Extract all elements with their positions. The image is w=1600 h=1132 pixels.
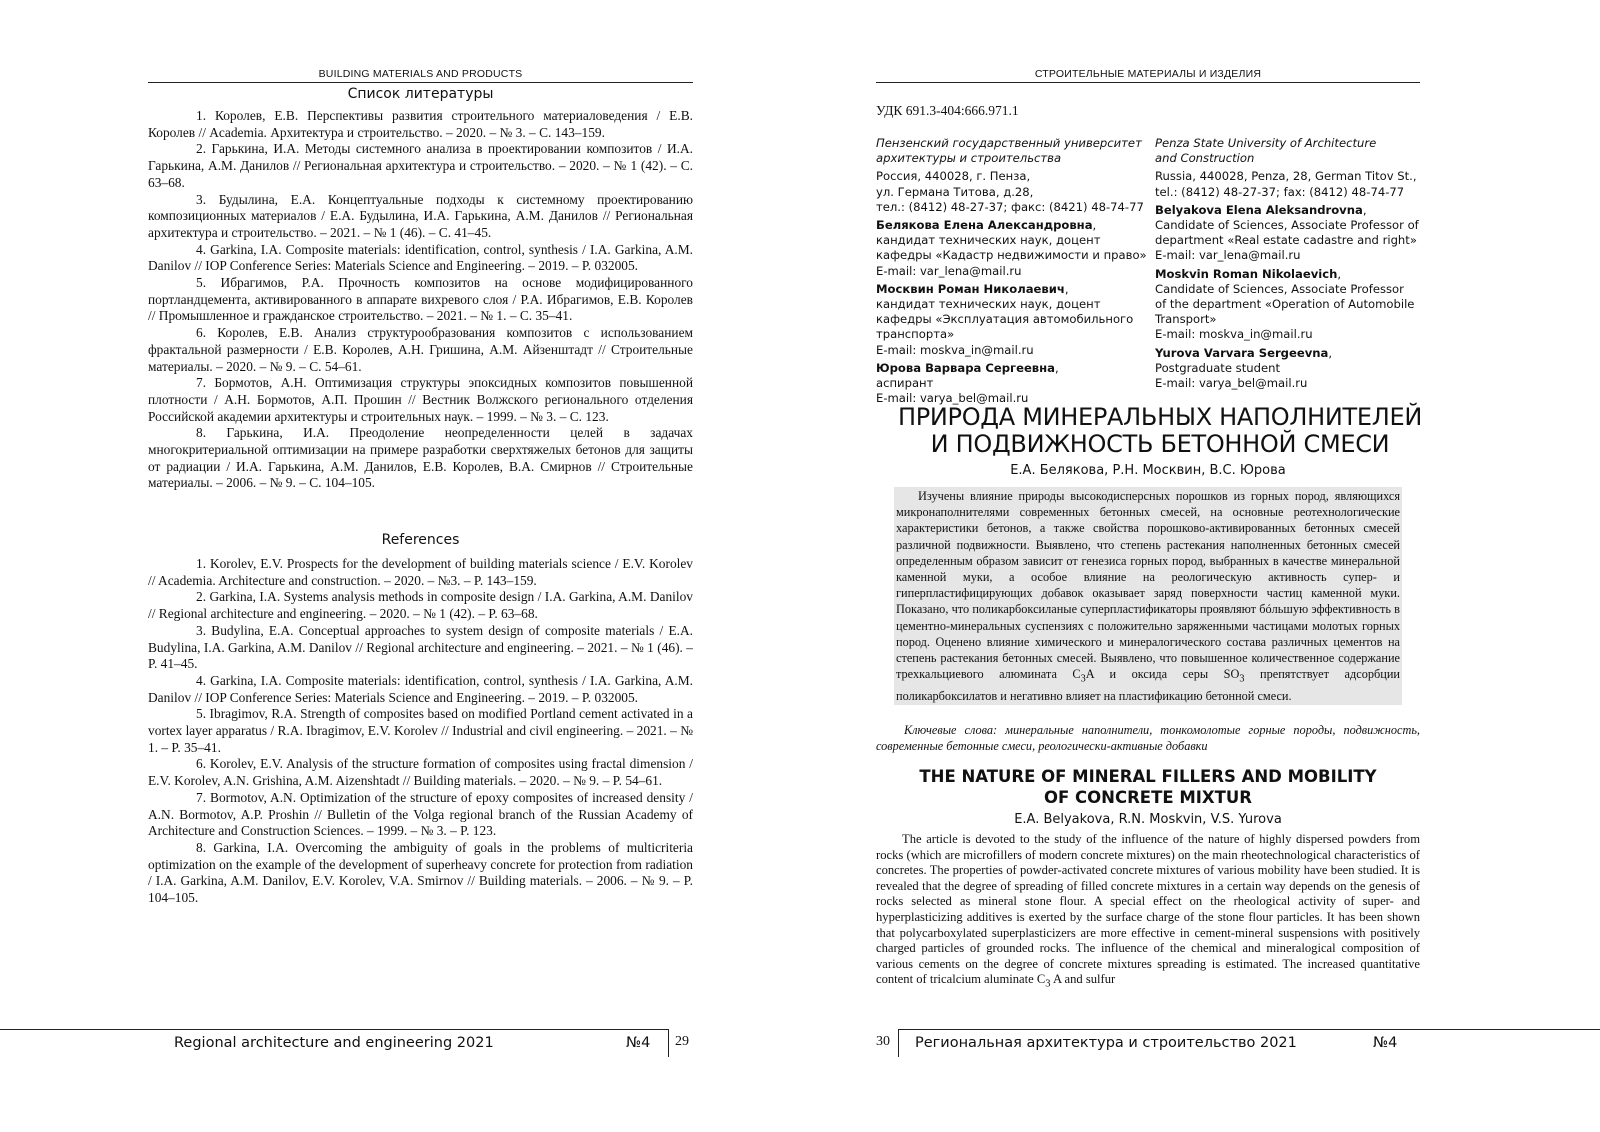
author-detail: Candidate of Sciences, Associate Professor of	[1155, 218, 1419, 233]
ru-abstract	[894, 487, 1402, 705]
keywords	[876, 722, 1420, 754]
reference-item: 6. Королев, Е.В. Анализ структурообразования композитов с использованием фрактальной размерности / Е.В. Королев, А.Н. Гришина, А.М. Айзенштадт // Строительные материалы. – 2020. – № 9. – С. 54–61.	[148, 325, 693, 374]
footer-issue: №4	[1373, 1035, 1398, 1051]
footer-issue: №4	[626, 1035, 651, 1051]
ru-article-authors: Е.А. Белякова, Р.Н. Москвин, В.С. Юрова	[1010, 463, 1286, 478]
author-detail: транспорта»	[876, 327, 955, 342]
author-detail: кандидат технических наук, доцент	[876, 297, 1101, 312]
ru-abstract-subscript-1: 3	[1080, 673, 1086, 685]
page-number-rule	[898, 1029, 899, 1057]
reference-item: 5. Ibragimov, R.A. Strength of composites based on modified Portland cement activated in a vortex layer apparatus / R.A. Ibragimov, E.V. Korolev // Industrial and civil engineering. – 2021. – № 1. – P. 35–41.	[148, 706, 693, 755]
reference-item: 1. Korolev, E.V. Prospects for the development of building materials science / E.V. Korolev // Academia. Architecture and construction. – 2020. – №3. – P. 143–159.	[148, 556, 693, 588]
author-name: Moskvin Roman Nikolaevich	[1155, 266, 1338, 281]
author-name-line: Belyakova Elena Aleksandrovna,	[1155, 202, 1367, 217]
en-title-line-2: OF CONCRETE MIXTUR	[1044, 788, 1252, 807]
author-detail: кафедры «Кадастр недвижимости и право»	[876, 248, 1147, 263]
en-article-title	[876, 766, 1420, 808]
reference-item: 1. Королев, Е.В. Перспективы развития строительного материаловедения / Е.В. Королев // Academia. Архитектура и строительство. – 2020. – № 3. – С. 143–159.	[148, 108, 693, 140]
author-detail: E-mail: var_lena@mail.ru	[876, 263, 1022, 278]
reference-item: 5. Ибрагимов, Р.А. Прочность композитов на основе модифицированного портландцемента, активированного в аппарате вихревого слоя / Р.А. Ибрагимов, Е.В. Королев // Промышленное и гражданское строительство. – 2021. – № 1. – С. 35–41.	[148, 275, 693, 324]
page-number: 29	[675, 1034, 689, 1049]
address-line: тел.: (8412) 48-27-37; факс: (8421) 48-74-77	[876, 199, 1144, 214]
reference-item: 3. Будылина, Е.А. Концептуальные подходы к системному проектированию композиционных материалов / Е.А. Будылина, И.А. Гарькина, А.М. Данилов // Региональная архитектура и строительство. – 2021. – № 1 (46). – С. 41–45.	[148, 191, 693, 240]
en-references-list	[148, 556, 693, 907]
running-head: СТРОИТЕЛЬНЫЕ МАТЕРИАЛЫ И ИЗДЕЛИЯ	[876, 68, 1420, 83]
author-name-line: Белякова Елена Александровна,	[876, 218, 1097, 233]
author-name: Белякова Елена Александровна	[876, 218, 1093, 233]
author-detail: E-mail: moskva_in@mail.ru	[1155, 327, 1313, 342]
ru-abstract-subscript-2: 3	[1239, 673, 1245, 685]
author-detail: E-mail: moskva_in@mail.ru	[876, 342, 1034, 357]
running-head: BUILDING MATERIALS AND PRODUCTS	[148, 68, 693, 83]
author-detail: аспирант	[876, 376, 934, 391]
reference-item: 2. Garkina, I.A. Systems analysis methods in composite design / I.A. Garkina, A.M. Danilov // Regional architecture and engineering. – 2020. – № 1 (42). – P. 63–68.	[148, 589, 693, 622]
reference-item: 4. Garkina, I.A. Composite materials: identification, control, synthesis / I.A. Garkina, A.M. Danilov // IOP Conference Series: Materials Science and Engineering. – 2019. – P. 032005.	[148, 241, 693, 274]
author-detail: Candidate of Sciences, Associate Professor	[1155, 281, 1404, 296]
en-author-info	[1155, 136, 1425, 391]
author-detail: кафедры «Эксплуатация автомобильного	[876, 312, 1134, 327]
footer-journal: Regional architecture and engineering 2021	[174, 1035, 494, 1051]
author-detail: of the department «Operation of Automobile	[1155, 297, 1415, 312]
institution-line: and Construction	[1155, 151, 1255, 166]
right-page	[800, 0, 1600, 1132]
ru-abstract-text-2: A и оксида серы SO	[1085, 667, 1240, 682]
author-detail: Transport»	[1155, 312, 1217, 327]
reference-item: 8. Garkina, I.A. Overcoming the ambiguity of goals in the problems of multicriteria optimization on the example of the development of superheavy concrete for protection from radiation / I.A. Garkina, A.M. Danilov, E.V. Korolev, V.A. Smirnov // Building materials. – 2006. – № 9. – P. 104–105.	[148, 839, 693, 906]
reference-item: 6. Korolev, E.V. Analysis of the structure formation of composites using fractal dimension / E.V. Korolev, A.N. Grishina, A.M. Aizenshtadt // Building materials. – 2020. – № 9. – P. 54–61.	[148, 756, 693, 789]
en-abstract-subscript: 3	[1045, 978, 1051, 990]
institution-line: Пензенский государственный университет	[876, 136, 1142, 150]
address-line: Россия, 440028, г. Пенза,	[876, 169, 1031, 184]
ru-author-info	[876, 136, 1148, 406]
en-abstract-text-2: A and sulfur	[1052, 972, 1116, 987]
en-abstract	[876, 832, 1420, 992]
author-name: Yurova Varvara Sergeevna	[1155, 345, 1329, 360]
author-name-line: Moskvin Roman Nikolaevich,	[1155, 266, 1342, 281]
author-detail: E-mail: varya_bel@mail.ru	[1155, 376, 1308, 391]
ru-title-line-2: И ПОДВИЖНОСТЬ БЕТОННОЙ СМЕСИ	[930, 430, 1390, 458]
institution-line: Penza State University of Architecture	[1155, 136, 1377, 150]
author-name-line: Москвин Роман Николаевич,	[876, 281, 1069, 296]
author-detail: department «Real estate cadastre and right»	[1155, 233, 1417, 248]
footer-rule	[0, 1029, 668, 1030]
author-detail: E-mail: var_lena@mail.ru	[1155, 248, 1301, 263]
en-title-line-1: THE NATURE OF MINERAL FILLERS AND MOBILITY	[919, 767, 1377, 786]
ru-references-title: Список литературы	[347, 86, 494, 102]
institution-line: архитектуры и строительства	[876, 151, 1062, 166]
reference-item: 3. Budylina, E.A. Conceptual approaches to system design of composite materials / E.A. Budylina, I.A. Garkina, A.M. Danilov // Regional architecture and engineering. – 2021. – № 1 (46). – P. 41–45.	[148, 622, 693, 672]
author-detail: Postgraduate student	[1155, 360, 1280, 375]
author-name: Юрова Варвара Сергеевна	[876, 360, 1055, 375]
address-line: ул. Германа Титова, д.28,	[876, 184, 1034, 199]
en-abstract-text-1: The article is devoted to the study of the influence of the nature of highly dispersed powders from rocks (which are microfillers of modern concrete mixtures) on the main rheotechnological characteristics of concretes. The properties of powder-activated concrete mixtures of various mobility have been studied. It is revealed that the degree of spreading of filled concrete mixtures in a certain way depends on the genesis of rocks selected as mineral stone flour. A special effect on the rheological activity of super- and hyperplasticizing additives is exerted by the surface charge of the stone flour particles. It has been shown that polycarboxylated superplasticizers are more effective in cement-mineral suspensions with positively charged particles of grounded rocks. The influence of the chemical and mineralogical composition of various cements on the degree of concrete mixtures spreading is estimated. The increased quantitative content of tricalcium aluminate C	[876, 832, 1420, 987]
page-number: 30	[876, 1034, 890, 1049]
footer-rule	[898, 1029, 1600, 1030]
ru-abstract-text-3: препятствует адсорбции поликарбоксилатов и негативно влияет на пластификацию бетонной смеси.	[896, 667, 1400, 703]
author-name-line: Yurova Varvara Sergeevna,	[1155, 345, 1333, 360]
reference-item: 4. Garkina, I.A. Composite materials: identification, control, synthesis / I.A. Garkina, A.M. Danilov // IOP Conference Series: Materials Science and Engineering. – 2019. – P. 032005.	[148, 672, 693, 705]
footer-journal: Региональная архитектура и строительство 2021	[915, 1035, 1297, 1051]
keywords-text: Ключевые слова: минеральные наполнители, тонкомолотые горные породы, подвижность, современные бетонные смеси, реологически-активные добавки	[876, 723, 1420, 754]
author-detail: кандидат технических наук, доцент	[876, 233, 1101, 248]
ru-abstract-text-1: Изучены влияние природы высокодисперсных порошков из горных пород, являющихся микронаполнителями современных бетонных смесей, на основные реотехнологические характеристики бетонов, а также свойства порошково-активированных бетонных смесей различной подвижности. Выявлено, что степень растекания наполненных бетонных смесей определенным образом зависит от генезиса горных пород, выбранных в качестве минеральной каменной муки, а особое влияние на реологическую активность супер- и гиперпластифицирующих добавок оказывает заряд поверхности частиц каменной муки. Показано, что поликарбоксиланые суперпластификаторы проявляют бóльшую эффективность в цементно-минеральных суспензиях с положительно заряженными частицами молотых горных пород. Оценено влияние химического и минералогического состава различных цементов на степень растекания бетонных смесей. Выявлено, что повышенное количественное содержание трехкальциевого алюмината C	[896, 489, 1400, 682]
author-name: Belyakova Elena Aleksandrovna	[1155, 202, 1363, 217]
author-detail: E-mail: varya_bel@mail.ru	[876, 391, 1029, 406]
address-line: tel.: (8412) 48-27-37; fax: (8412) 48-74-77	[1155, 184, 1405, 199]
udk-code: УДК 691.3-404:666.971.1	[876, 103, 1019, 118]
page-number-rule	[668, 1029, 669, 1057]
ru-references-list	[148, 108, 693, 492]
en-article-authors: E.A. Belyakova, R.N. Moskvin, V.S. Yurova	[1014, 812, 1282, 827]
address-line: Russia, 440028, Penza, 28, German Titov St.,	[1155, 169, 1417, 184]
ru-title-line-1: ПРИРОДА МИНЕРАЛЬНЫХ НАПОЛНИТЕЛЕЙ	[897, 403, 1423, 431]
author-name: Москвин Роман Николаевич	[876, 281, 1065, 296]
reference-item: 7. Бормотов, А.Н. Оптимизация структуры эпоксидных композитов повышенной плотности / А.Н. Бормотов, А.П. Прошин // Вестник Волжского регионального отделения Российской академии архитектуры и строительных наук. – 1999. – № 3. – С. 123.	[148, 375, 693, 424]
reference-item: 2. Гарькина, И.А. Методы системного анализа в проектировании композитов / И.А. Гарькина, А.М. Данилов // Региональная архитектура и строительство. – 2020. – № 1 (42). – С. 63–68.	[148, 141, 693, 190]
author-name-line: Юрова Варвара Сергеевна,	[876, 360, 1059, 375]
en-references-title: References	[381, 532, 460, 548]
reference-item: 7. Bormotov, A.N. Optimization of the structure of epoxy composites of increased density / A.N. Bormotov, A.P. Proshin // Bulletin of the Volga regional branch of the Russian Academy of Architecture and Construction Sciences. – 1999. – № 3. – P. 123.	[148, 789, 693, 839]
reference-item: 8. Гарькина, И.А. Преодоление неопределенности целей в задачах многокритериальной оптимизации на примере разработки сверхтяжелых бетонов для защиты от радиации / И.А. Гарькина, А.М. Данилов, Е.В. Королев, В.А. Смирнов // Строительные материалы. – 2006. – № 9. – С. 104–105.	[148, 425, 693, 491]
ru-article-title	[860, 404, 1460, 458]
